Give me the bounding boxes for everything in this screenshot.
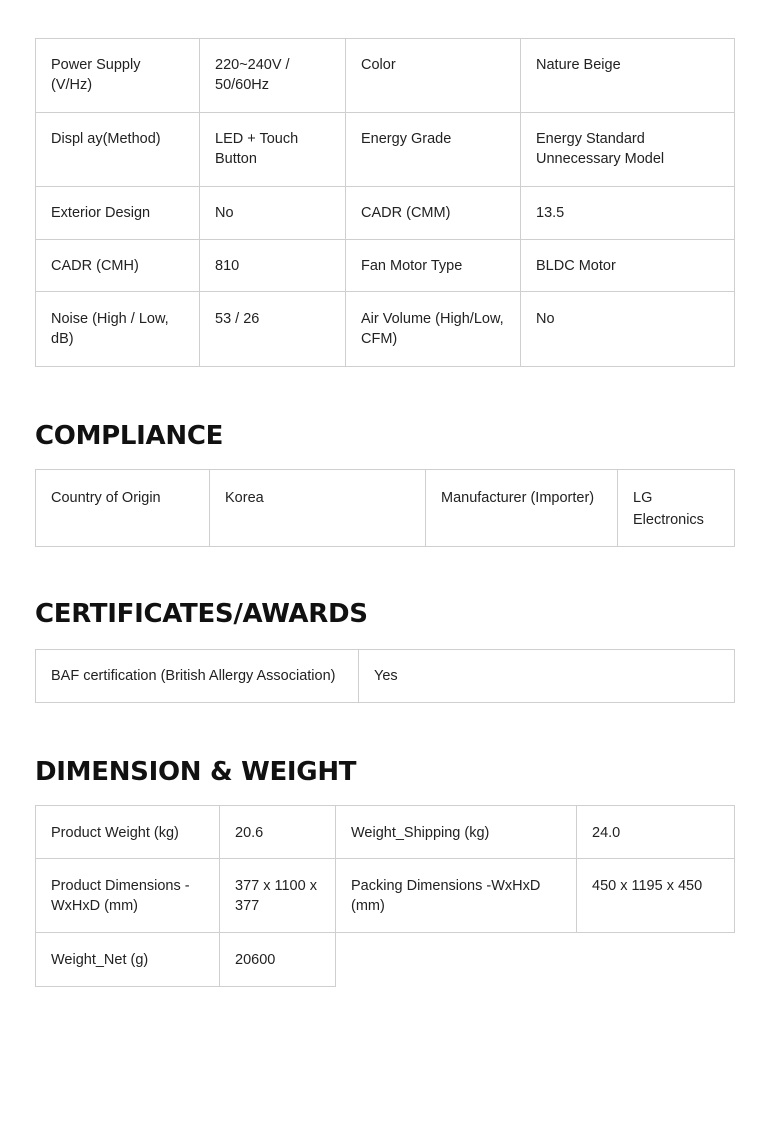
spec-value: No bbox=[521, 292, 735, 367]
dimension-weight-heading: DIMENSION & WEIGHT bbox=[35, 757, 357, 787]
spec-value: Yes bbox=[359, 650, 735, 703]
spec-label: Power Supply (V/Hz) bbox=[36, 39, 200, 113]
spec-label: BAF certification (British Allergy Association) bbox=[36, 650, 359, 703]
spec-value: 220~240V / 50/60Hz bbox=[200, 39, 346, 113]
table-row bbox=[36, 187, 735, 240]
spec-value: 24.0 bbox=[577, 806, 735, 859]
spec-value: BLDC Motor bbox=[521, 240, 735, 292]
table-row bbox=[36, 470, 735, 547]
spec-value: Korea bbox=[210, 470, 426, 547]
spec-value: No bbox=[200, 187, 346, 240]
spec-label: Product Weight (kg) bbox=[36, 806, 220, 859]
general-spec-table bbox=[35, 38, 735, 367]
table-row bbox=[36, 806, 735, 859]
compliance-heading: COMPLIANCE bbox=[35, 421, 224, 451]
spec-value: 53 / 26 bbox=[200, 292, 346, 367]
spec-label: Air Volume (High/Low, CFM) bbox=[346, 292, 521, 367]
spec-value: 20.6 bbox=[220, 806, 336, 859]
spec-label: Exterior Design bbox=[36, 187, 200, 240]
spec-label: Noise (High / Low, dB) bbox=[36, 292, 200, 367]
spec-label: CADR (CMM) bbox=[346, 187, 521, 240]
spec-label: Color bbox=[346, 39, 521, 113]
spec-label: Product Dimensions - WxHxD (mm) bbox=[36, 859, 220, 933]
spec-value: Energy Standard Unnecessary Model bbox=[521, 113, 735, 187]
spec-label: CADR (CMH) bbox=[36, 240, 200, 292]
empty-cell bbox=[577, 933, 735, 987]
spec-label: Energy Grade bbox=[346, 113, 521, 187]
spec-value: 13.5 bbox=[521, 187, 735, 240]
certificates-table bbox=[35, 649, 735, 703]
table-row bbox=[36, 240, 735, 292]
spec-value: 810 bbox=[200, 240, 346, 292]
table-row bbox=[36, 933, 735, 987]
spec-label: Displ ay(Method) bbox=[36, 113, 200, 187]
spec-value: 450 x 1195 x 450 bbox=[577, 859, 735, 933]
spec-label: Packing Dimensions -WxHxD (mm) bbox=[336, 859, 577, 933]
spec-value: Nature Beige bbox=[521, 39, 735, 113]
spec-label: Weight_Net (g) bbox=[36, 933, 220, 987]
dimension-weight-table bbox=[35, 805, 735, 987]
spec-label: Manufacturer (Importer) bbox=[426, 470, 618, 547]
empty-cell bbox=[336, 933, 577, 987]
spec-label: Fan Motor Type bbox=[346, 240, 521, 292]
certificates-heading: CERTIFICATES/AWARDS bbox=[35, 599, 368, 629]
compliance-table bbox=[35, 469, 735, 547]
table-row bbox=[36, 39, 735, 113]
spec-value: LED + Touch Button bbox=[200, 113, 346, 187]
spec-label: Country of Origin bbox=[36, 470, 210, 547]
spec-value: LG Electronics bbox=[618, 470, 735, 547]
spec-label: Weight_Shipping (kg) bbox=[336, 806, 577, 859]
spec-value: 377 x 1100 x 377 bbox=[220, 859, 336, 933]
table-row bbox=[36, 292, 735, 367]
spec-value: 20600 bbox=[220, 933, 336, 987]
table-row bbox=[36, 113, 735, 187]
table-row bbox=[36, 859, 735, 933]
table-row bbox=[36, 650, 735, 703]
